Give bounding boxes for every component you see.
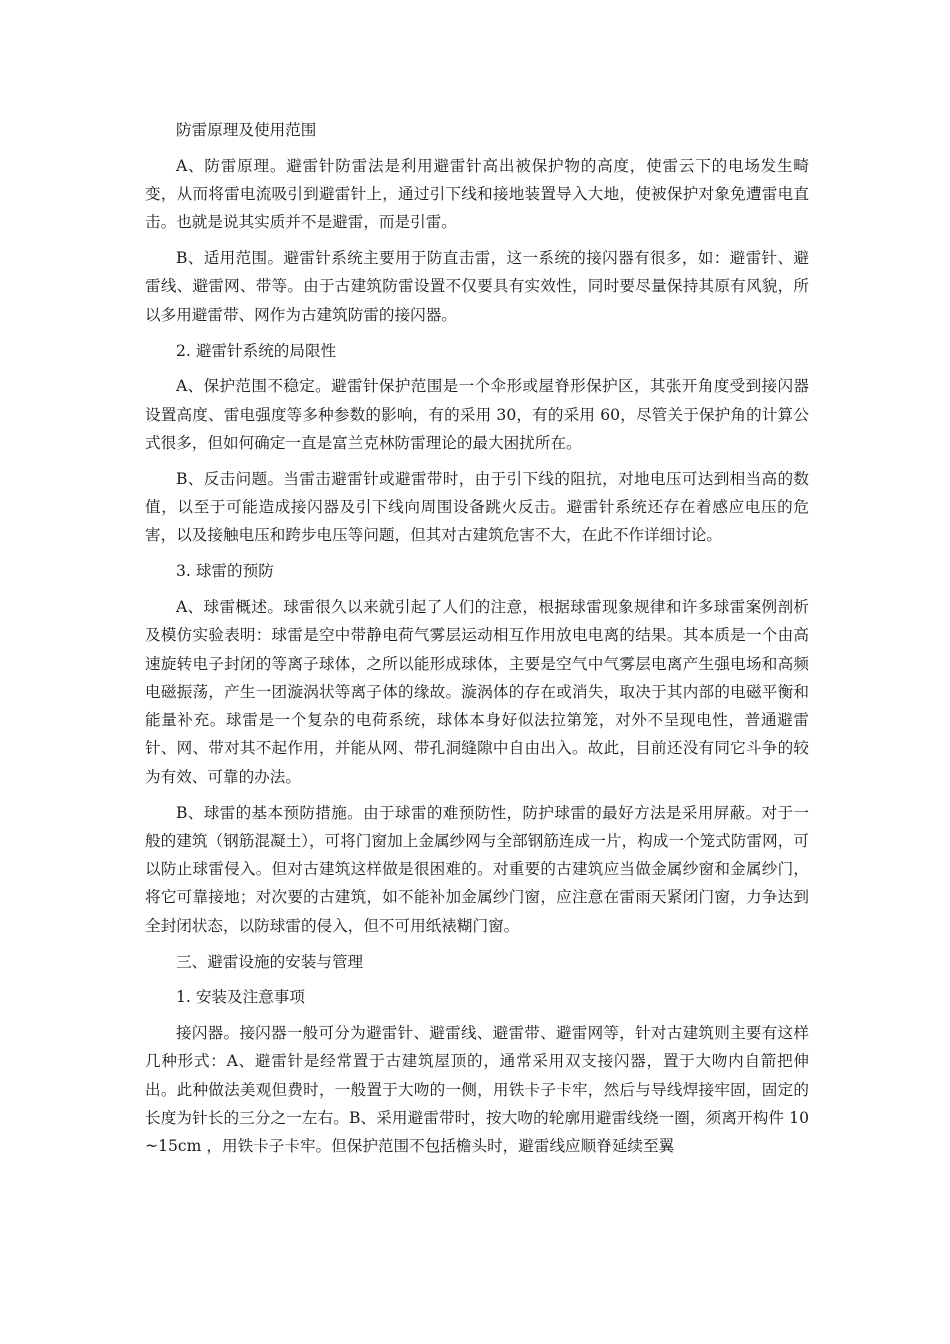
- para-air-terminal: 接闪器。接闪器一般可分为避雷针、避雷线、避雷带、避雷网等，针对古建筑则主要有这样几种形式：A、避雷针是经常置于古建筑屋顶的，通常采用双支接闪器，置于大吻内自箭把伸出。此种做法美观但费时，一般置于大吻的一侧，用铁卡子卡牢，然后与导线焊接牢固，固定的长度为针长的三分之一左右。B、采用避雷带时，按大吻的轮廓用避雷线绕一圈，须离开构件 10~15cm ，用铁卡子卡牢。但保护范围不包括檐头时，避雷线应顺脊延续至翼: [145, 1024, 809, 1156]
- para-scope-b: B、适用范围。避雷针系统主要用于防直击雷，这一系统的接闪器有很多，如：避雷针、避雷线、避雷网、带等。由于古建筑防雷设置不仅要具有实效性，同时要尽量保持其原有风貌，所以多用避雷带、网作为古建筑防雷的接闪器。: [145, 249, 809, 324]
- para-limitation-b: B、反击问题。当雷击避雷针或避雷带时，由于引下线的阻抗，对地电压可达到相当高的数值，以至于可能造成接闪器及引下线向周围设备跳火反击。避雷针系统还存在着感应电压的危害，以及接触电压和跨步电压等问题，但其对古建筑危害不大，在此不作详细讨论。: [145, 469, 809, 545]
- heading-ball-lightning: 3. 球雷的预防: [176, 562, 274, 581]
- heading-protection-principle: 防雷原理及使用范围: [176, 121, 317, 139]
- heading-installation-management: 三、避雷设施的安装与管理: [176, 952, 364, 971]
- para-ball-b: B、球雷的基本预防措施。由于球雷的难预防性，防护球雷的最好方法是采用屏蔽。对于一般的建筑（钢筋混凝土），可将门窗加上金属纱网与全部钢筋连成一片，构成一个笼式防雷网，可以防止球雷侵入。但对古建筑这样做是很困难的。对重要的古建筑应当做金属纱窗和金属纱门，将它可靠接地；对次要的古建筑，如不能补加金属纱门窗，应注意在雷雨天紧闭门窗，力争达到全封闭状态，以防球雷的侵入，但不可用纸裱糊门窗。: [145, 803, 809, 935]
- heading-installation-notes: 1. 安装及注意事项: [176, 988, 305, 1007]
- heading-limitations: 2. 避雷针系统的局限性: [176, 341, 337, 360]
- document-body: [145, 116, 809, 1168]
- para-ball-a: A、球雷概述。球雷很久以来就引起了人们的注意，根据球雷现象规律和许多球雷案例剖析及模仿实验表明：球雷是空中带静电荷气雾层运动相互作用放电电离的结果。其本质是一个由高速旋转电子封闭的等离子球体，之所以能形成球体，主要是空气中气雾层电离产生强电场和高频电磁振荡，产生一团漩涡状等离子体的缘故。漩涡体的存在或消失，取决于其内部的电磁平衡和能量补充。球雷是一个复杂的电荷系统，球体本身好似法拉第笼，对外不呈现电性，普通避雷针、网、带对其不起作用，并能从网、带孔洞缝隙中自由出入。故此，目前还没有同它斗争的较为有效、可靠的办法。: [145, 597, 809, 786]
- para-limitation-a: A、保护范围不稳定。避雷针保护范围是一个伞形或屋脊形保护区，其张开角度受到接闪器设置高度、雷电强度等多种参数的影响，有的采用 30，有的采用 60，尽管关于保护角的计算公式很多，但如何确定一直是富兰克林防雷理论的最大困扰所在。: [145, 377, 809, 452]
- para-principle-a: A、防雷原理。避雷针防雷法是利用避雷针高出被保护物的高度，使雷云下的电场发生畸变，从而将雷电流吸引到避雷针上，通过引下线和接地装置导入大地，使被保护对象免遭雷电直击。也就是说其实质并不是避雷，而是引雷。: [145, 156, 809, 232]
